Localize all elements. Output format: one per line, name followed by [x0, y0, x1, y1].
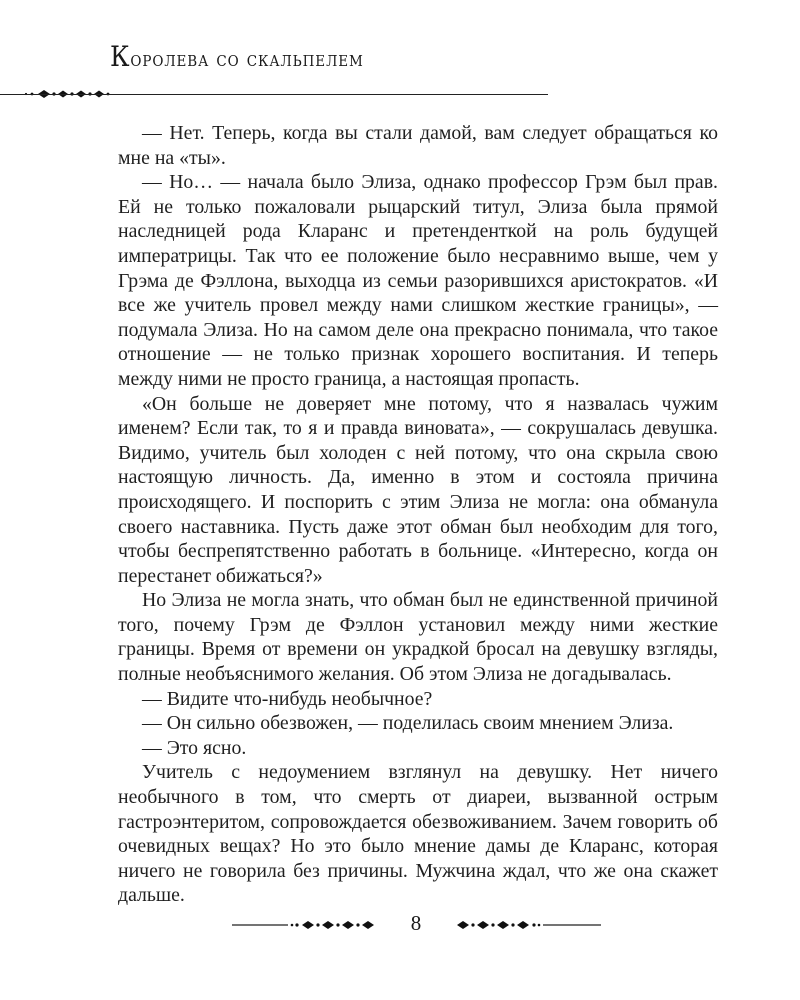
- page-number: 8: [410, 911, 422, 935]
- running-title-initial: К: [110, 40, 131, 73]
- paragraph: — Видите что-нибудь необычное?: [142, 687, 433, 710]
- header-rule: [0, 94, 548, 95]
- paragraph: — Это ясно.: [142, 736, 247, 759]
- paragraph: Но Элиза не могла знать, что обман был не единственной причиной того, почему Грэм де Фэллон установил между ними жесткие границы. Время от времени он украдкой бросал на девушку взгляды, полные необъяснимого желания. Об этом Элиза не догадывалась.: [118, 589, 718, 686]
- footer-ornament-right-icon: [441, 913, 601, 937]
- paragraph: — Нет. Теперь, когда вы стали дамой, вам следует обращаться ко мне на «ты».: [118, 122, 718, 169]
- paragraph: — Но… — начала было Элиза, однако профессор Грэм был прав. Ей не только пожаловали рыцарский титул, Элиза была прямой наследницей рода Кларанс и претенденткой на роль будущей императрицы. Так что ее положение было несравнимо выше, чем у Грэма де Фэллона, выходца из семьи разорившихся аристократов. «И все же учитель провел между нами слишком жесткие границы», — подумала Элиза. Но на самом деле она прекрасно понимала, что такое отношение — не только признак хорошего воспитания. И теперь между ними не просто граница, а настоящая пропасть.: [118, 171, 718, 390]
- running-title: [110, 40, 364, 73]
- footer-ornament-left-icon: [232, 913, 390, 937]
- running-title-rest: оролева со скальпелем: [130, 47, 364, 72]
- paragraph: «Он больше не доверяет мне потому, что я назвалась чужим именем? Если так, то я и правда виновата», — сокрушалась девушка. Видимо, учитель был холоден с ней потому, что она скрыла свою настоящую личность. Да, именно в этом и состояла причина происходящего. И поспорить с этим Элиза не могла: она обманула своего наставника. Пусть даже этот обман был необходим для того, чтобы беспрепятственно работать в больнице. «Интересно, когда он перестанет обижаться?»: [118, 392, 718, 587]
- page-footer: [0, 905, 800, 945]
- paragraph: — Он сильно обезвожен, — поделилась своим мнением Элиза.: [142, 712, 674, 735]
- paragraph: Учитель с недоумением взглянул на девушку. Нет ничего необычного в том, что смерть от диареи, вызванной острым гастроэнтеритом, сопровождается обезвоживанием. Зачем говорить об очевидных вещах? Но это было мнение дамы де Кларанс, которая ничего не говорила без причины. Мужчина ждал, что же она скажет дальше.: [118, 761, 718, 907]
- page-body: [118, 121, 718, 908]
- running-header: [0, 40, 800, 110]
